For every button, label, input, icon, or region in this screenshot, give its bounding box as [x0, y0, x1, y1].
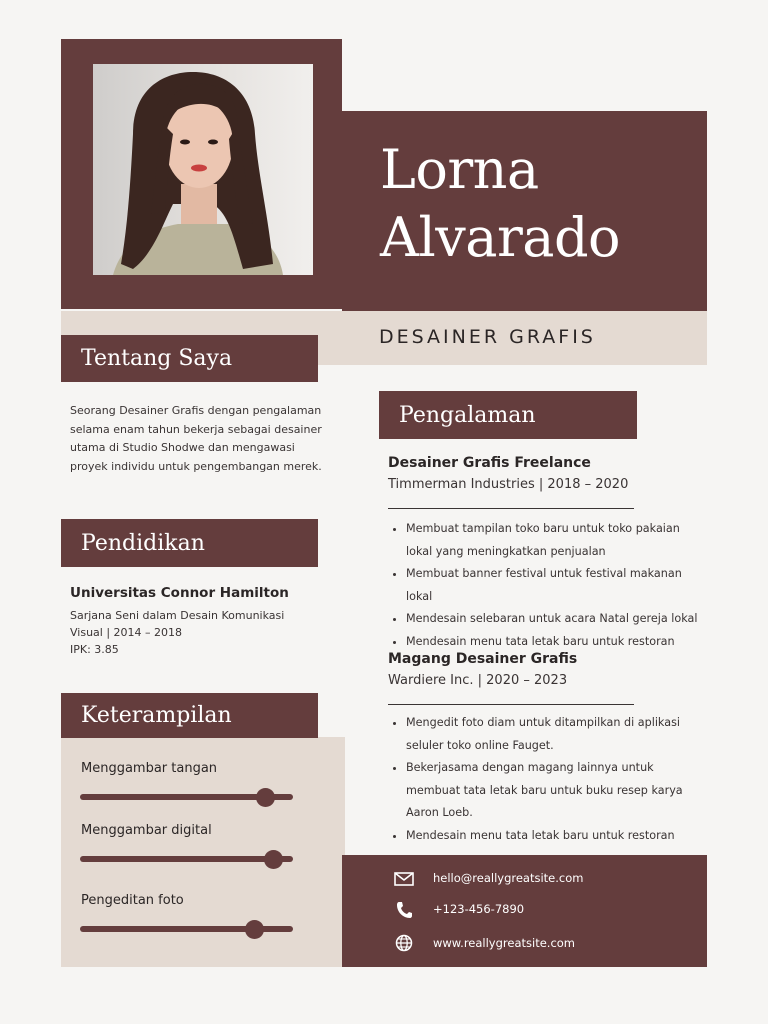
bullet-item: • Mendesain selebaran untuk acara Natal gereja lokal: [406, 608, 708, 631]
gpa: IPK: 3.85: [70, 643, 119, 656]
skill-slider-track: [80, 856, 293, 862]
globe-icon: [394, 933, 414, 953]
bullet-item: • Mendesain menu tata letak baru untuk restoran: [406, 825, 708, 848]
profile-photo: [93, 64, 313, 275]
divider: [388, 704, 634, 705]
about-heading: Tentang Saya: [61, 335, 318, 382]
name-last: Alvarado: [380, 206, 621, 269]
job-bullets: [388, 712, 708, 847]
email-link[interactable]: hello@reallygreatsite.com: [433, 871, 584, 885]
skill-label: Pengeditan foto: [81, 893, 184, 908]
job-title: DESAINER GRAFIS: [379, 326, 596, 348]
degree-line-1: Sarjana Seni dalam Desain Komunikasi: [70, 609, 285, 622]
name-first: Lorna: [380, 138, 539, 201]
job-company: Wardiere Inc. | 2020 – 2023: [388, 673, 568, 688]
education-heading: Pendidikan: [61, 519, 318, 567]
job-entry: [388, 651, 708, 688]
person-name: [380, 136, 700, 272]
divider: [388, 508, 634, 509]
job-role: Desainer Grafis Freelance: [388, 455, 591, 471]
about-text: Seorang Desainer Grafis dengan pengalaman selama enam tahun bekerja sebagai desainer utama di Studio Shodwe dan mengawasi proyek individu untuk pengembangan merek.: [70, 404, 322, 473]
phone-link[interactable]: +123-456-7890: [433, 902, 525, 916]
phone-icon: [394, 900, 414, 920]
bullet-item: • Bekerjasama dengan magang lainnya untuk membuat tata letak baru untuk buku resep karya Aaron Loeb.: [406, 757, 708, 825]
experience-heading: Pengalaman: [379, 391, 637, 439]
degree-line-2: Visual | 2014 – 2018: [70, 626, 183, 639]
school-name: Universitas Connor Hamilton: [70, 585, 289, 601]
skill-slider-knob: [256, 788, 275, 807]
skill-label: Menggambar digital: [81, 823, 212, 838]
job-company: Timmerman Industries | 2018 – 2020: [388, 477, 629, 492]
envelope-icon: [394, 869, 414, 889]
job-entry: [388, 455, 708, 492]
skills-heading: Keterampilan: [61, 693, 318, 738]
job-bullets: [388, 518, 708, 653]
skill-label: Menggambar tangan: [81, 761, 218, 776]
bullet-item: • Mengedit foto diam untuk ditampilkan di aplikasi seluler toko online Fauget.: [406, 712, 708, 757]
website-link[interactable]: www.reallygreatsite.com: [433, 936, 576, 950]
bullet-item: • Mendesain menu tata letak baru untuk restoran: [406, 631, 708, 654]
bullet-item: • Membuat banner festival untuk festival makanan lokal: [406, 563, 708, 608]
job-role: Magang Desainer Grafis: [388, 651, 578, 667]
bullet-item: • Membuat tampilan toko baru untuk toko pakaian lokal yang meningkatkan penjualan: [406, 518, 708, 563]
education-entry: [70, 585, 335, 658]
